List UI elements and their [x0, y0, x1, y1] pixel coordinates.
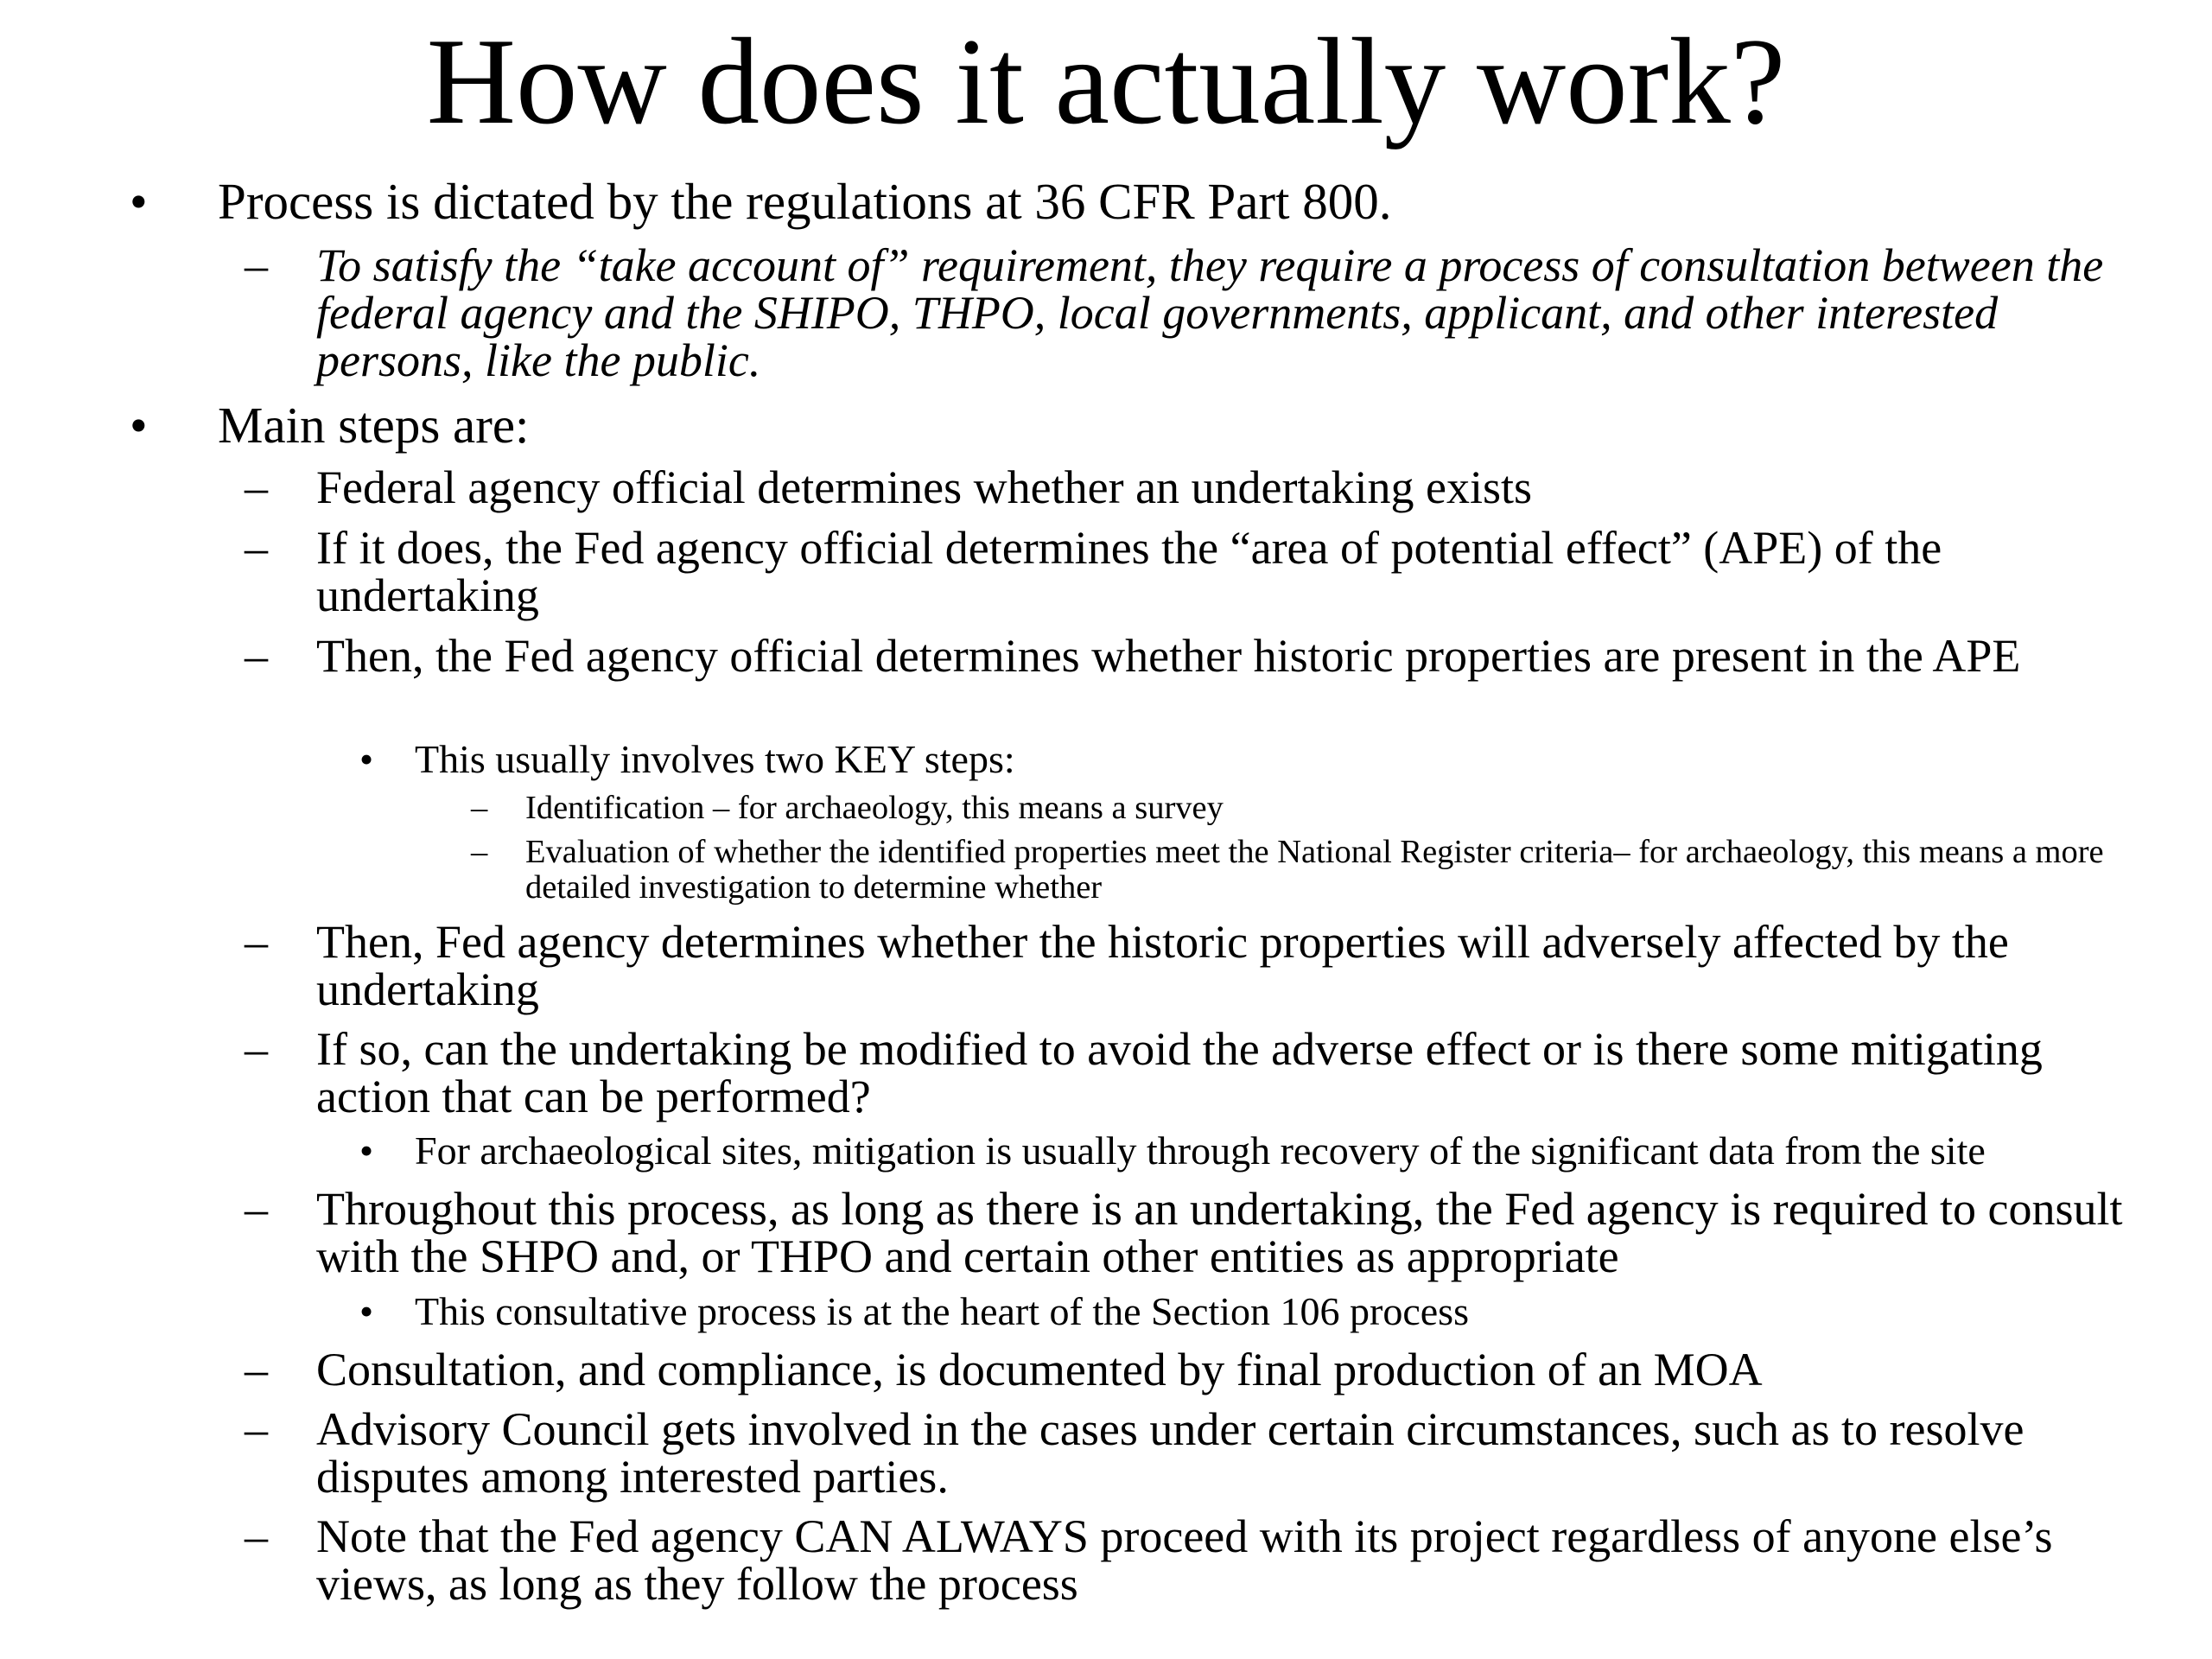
- dash-text: If it does, the Fed agency official determines the “area of potential effect” (APE) of the undertaking: [316, 522, 1942, 621]
- sub-bullet-marker: •: [359, 737, 374, 781]
- sub-bullet-marker: •: [359, 1289, 374, 1333]
- sub-dash-text: Evaluation of whether the identified properties meet the National Register criteria– for archaeology, this means a more detailed investigation to determine whether: [525, 834, 2104, 906]
- dash-marker: –: [245, 1403, 268, 1455]
- dash-text: If so, can the undertaking be modified to avoid the adverse effect or is there some mitigating action that can be performed?: [316, 1023, 2043, 1122]
- bullet-marker: •: [130, 173, 148, 230]
- dash-marker: –: [245, 522, 268, 574]
- bullet-text: Main steps are:: [218, 397, 530, 454]
- bullet-marker: •: [130, 397, 148, 454]
- sub-dash-text: Identification – for archaeology, this means a survey: [525, 790, 1224, 826]
- sub-bullet-text: For archaeological sites, mitigation is usually through recovery of the significant data from the site: [415, 1128, 1986, 1173]
- sub-bullet-text: This consultative process is at the heart of the Section 106 process: [415, 1289, 1469, 1333]
- dash-text: Advisory Council gets involved in the cases under certain circumstances, such as to resolve disputes among interested parties.: [316, 1403, 2024, 1503]
- sub-dash-marker: –: [471, 790, 488, 826]
- sub-bullet-marker: •: [359, 1128, 374, 1173]
- sub-bullet-text: This usually involves two KEY steps:: [415, 737, 1015, 781]
- bullet-text: Process is dictated by the regulations at 36 CFR Part 800.: [218, 173, 1392, 230]
- dash-text: Then, the Fed agency official determines whether historic properties are present in the APE: [316, 630, 2021, 682]
- dash-text: Throughout this process, as long as there is an undertaking, the Fed agency is required to consult with the SHPO and, or THPO and certain other entities as appropriate: [316, 1183, 2123, 1282]
- dash-marker: –: [245, 1510, 268, 1562]
- dash-marker: –: [245, 1023, 268, 1075]
- slide-title: How does it actually work?: [426, 13, 1786, 149]
- dash-text: Consultation, and compliance, is documented by final production of an MOA: [316, 1344, 1763, 1395]
- dash-marker: –: [245, 1344, 268, 1395]
- dash-marker: –: [245, 461, 268, 513]
- sub-dash-marker: –: [471, 834, 488, 870]
- dash-marker: –: [245, 630, 268, 682]
- dash-text: Note that the Fed agency CAN ALWAYS proceed with its project regardless of anyone else’s views, as long as they follow the process: [316, 1510, 2053, 1610]
- dash-marker: –: [245, 1183, 268, 1235]
- dash-marker: –: [245, 916, 268, 968]
- dash-text: Federal agency official determines whether an undertaking exists: [316, 461, 1532, 513]
- dash-text: To satisfy the “take account of” requirement, they require a process of consultation between the federal agency and the SHIPO, THPO, local governments, applicant, and other interested persons, like the public.: [316, 239, 2104, 386]
- dash-text: Then, Fed agency determines whether the historic properties will adversely affected by the undertaking: [316, 916, 2009, 1015]
- dash-marker: –: [245, 239, 268, 291]
